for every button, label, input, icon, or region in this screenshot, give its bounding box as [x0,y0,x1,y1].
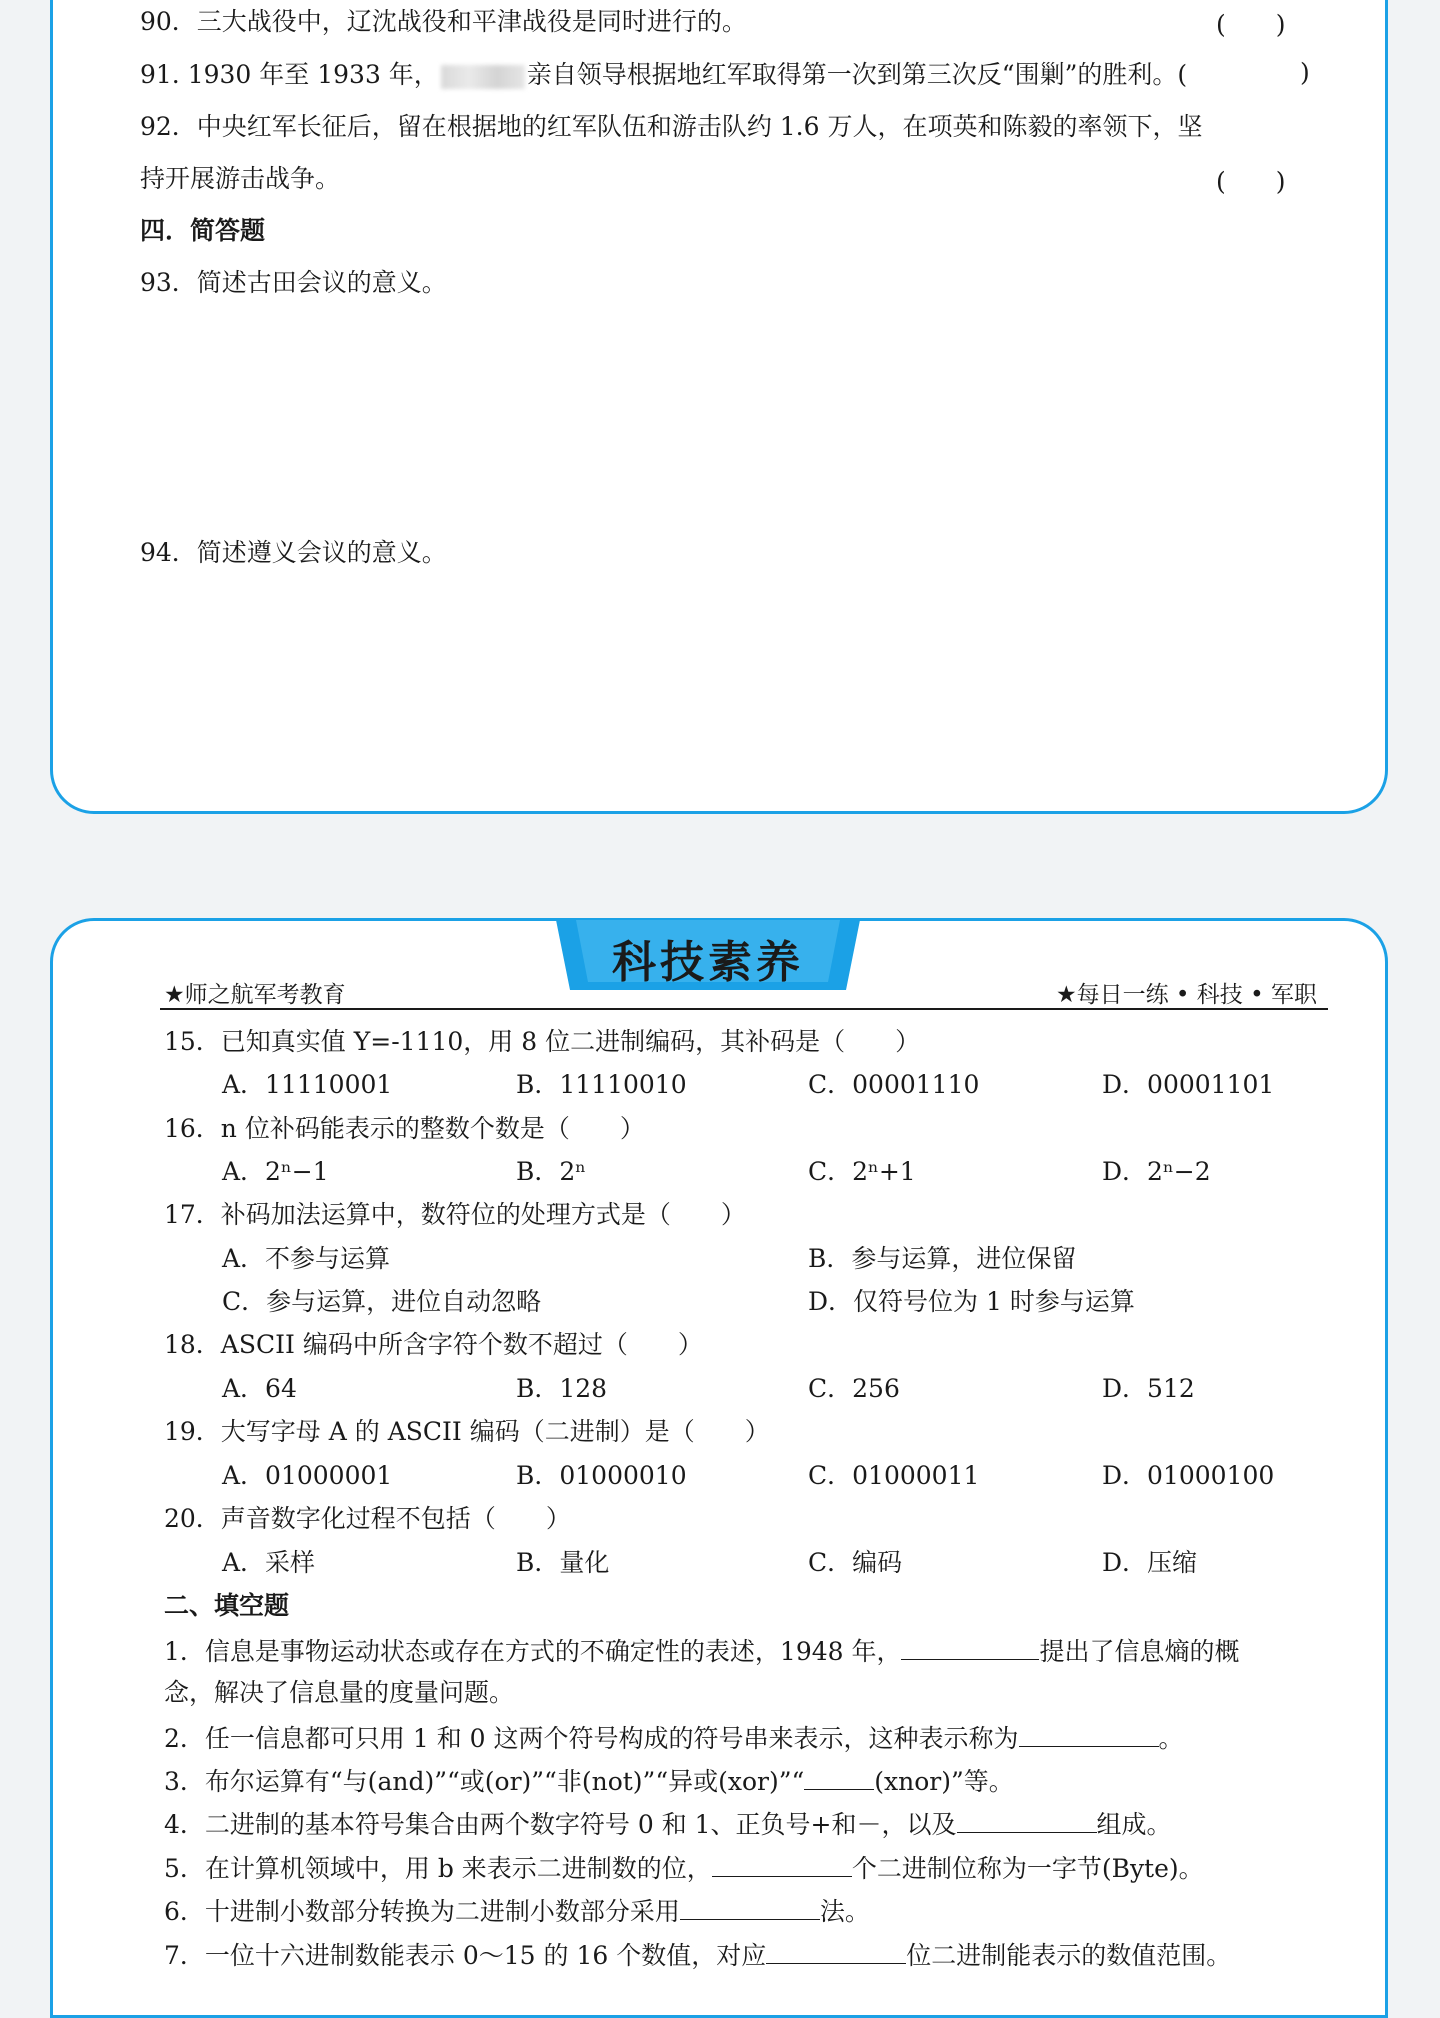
fill-6-part1: 6．十进制小数部分转换为二进制小数部分采用 [164,1897,680,1926]
fill-3-part1: 3．布尔运算有“与(and)”“或(or)”“非(not)”“异或(xor)”“ [164,1767,805,1796]
fill-6-blank[interactable] [680,1893,820,1920]
question-17: 17．补码加法运算中，数符位的处理方式是（ ） [164,1200,746,1229]
fill-4-part2: 组成。 [1096,1810,1172,1839]
fill-4-blank[interactable] [957,1806,1097,1833]
fill-3-blank[interactable] [804,1763,874,1790]
header-left: ★师之航军考教育 [164,982,346,1008]
question-18: 18．ASCII 编码中所含字符个数不超过（ ） [164,1330,703,1359]
question-16: 16．n 位补码能表示的整数个数是（ ） [164,1114,645,1143]
fill-5-blank[interactable] [712,1850,852,1877]
option-19-a: A．01000001 [222,1461,393,1490]
header-right: ★每日一练 • 科技 • 军职 [1056,982,1317,1008]
answer-paren-92: ( ) [1216,167,1286,196]
header-rule [160,1008,1328,1010]
question-94: 94．简述遵义会议的意义。 [140,538,447,567]
option-18-c: C．256 [808,1374,900,1403]
option-18-d: D．512 [1102,1374,1195,1403]
option-20-a: A．采样 [222,1548,316,1577]
question-92-line1: 92．中央红军长征后，留在根据地的红军队伍和游击队约 1.6 万人，在项英和陈毅的率领下，坚 [140,112,1203,141]
section-heading-fill: 二、填空题 [164,1591,290,1620]
fill-question-6 [164,1893,870,1929]
option-16-d: D．2ⁿ−2 [1102,1157,1211,1186]
question-91-part2: 亲自领导根据地红军取得第一次到第三次反“围剿”的胜利。( [526,60,1188,89]
option-17-c: C．参与运算，进位自动忽略 [222,1287,542,1316]
section-tab-title: 科技素养 [612,937,804,988]
question-19: 19．大写字母 A 的 ASCII 编码（二进制）是（ ） [164,1417,770,1446]
option-19-b: B．01000010 [516,1461,687,1490]
fill-2-part1: 2．任一信息都可只用 1 和 0 这两个符号构成的符号串来表示，这种表示称为 [164,1724,1019,1753]
fill-3-part2: (xnor)”等。 [874,1767,1014,1796]
fill-question-7 [164,1937,1231,1973]
fill-question-1 [164,1633,1240,1669]
question-90: 90．三大战役中，辽沈战役和平津战役是同时进行的。 [140,7,747,36]
fill-question-2 [164,1720,1184,1756]
fill-5-part2: 个二进制位称为一字节(Byte)。 [851,1854,1204,1883]
option-15-a: A．11110001 [222,1070,393,1099]
option-20-d: D．压缩 [1102,1548,1198,1577]
option-16-b: B．2ⁿ [516,1157,587,1186]
question-15: 15．已知真实值 Y=-1110，用 8 位二进制编码，其补码是（ ） [164,1027,921,1056]
option-17-a: A．不参与运算 [222,1244,391,1273]
option-20-b: B．量化 [516,1548,610,1577]
option-16-a: A．2ⁿ−1 [222,1157,329,1186]
option-15-b: B．11110010 [516,1070,687,1099]
fill-question-3 [164,1763,1014,1799]
fill-question-1-cont: 念，解决了信息量的度量问题。 [164,1678,515,1707]
fill-2-part2: 。 [1158,1724,1184,1753]
option-17-b: B．参与运算，进位保留 [808,1244,1077,1273]
fill-7-blank[interactable] [766,1937,906,1964]
fill-5-part1: 5．在计算机领域中，用 b 来表示二进制数的位， [164,1854,712,1883]
redacted-name [441,65,525,89]
answer-paren-91-close: ) [1300,58,1310,87]
fill-4-part1: 4．二进制的基本符号集合由两个数字符号 0 和 1、正负号+和－，以及 [164,1810,957,1839]
answer-paren-90: ( ) [1216,10,1286,39]
option-20-c: C．编码 [808,1548,903,1577]
fill-question-5 [164,1850,1204,1886]
fill-2-blank[interactable] [1019,1720,1159,1747]
option-18-b: B．128 [516,1374,608,1403]
fill-1-blank[interactable] [901,1633,1039,1660]
fill-7-part2: 位二进制能表示的数值范围。 [906,1941,1232,1970]
question-20: 20．声音数字化过程不包括（ ） [164,1504,571,1533]
fill-1-part1: 1．信息是事物运动状态或存在方式的不确定性的表述，1948 年， [164,1637,902,1666]
option-16-c: C．2ⁿ+1 [808,1157,916,1186]
option-15-c: C．00001110 [808,1070,980,1099]
option-15-d: D．00001101 [1102,1070,1275,1099]
fill-7-part1: 7．一位十六进制数能表示 0～15 的 16 个数值，对应 [164,1941,767,1970]
option-19-c: C．01000011 [808,1461,980,1490]
fill-1-part2: 提出了信息熵的概 [1039,1637,1240,1666]
question-92-line2: 持开展游击战争。 [140,164,341,193]
fill-question-4 [164,1806,1172,1842]
option-18-a: A．64 [222,1374,297,1403]
fill-6-part2: 法。 [819,1897,870,1926]
question-93: 93．简述古田会议的意义。 [140,268,447,297]
option-19-d: D．01000100 [1102,1461,1275,1490]
question-91-part1: 91. 1930 年至 1933 年， [140,60,439,89]
question-91 [140,58,1187,92]
section-heading-4: 四．简答题 [140,216,266,245]
option-17-d: D．仅符号位为 1 时参与运算 [808,1287,1135,1316]
